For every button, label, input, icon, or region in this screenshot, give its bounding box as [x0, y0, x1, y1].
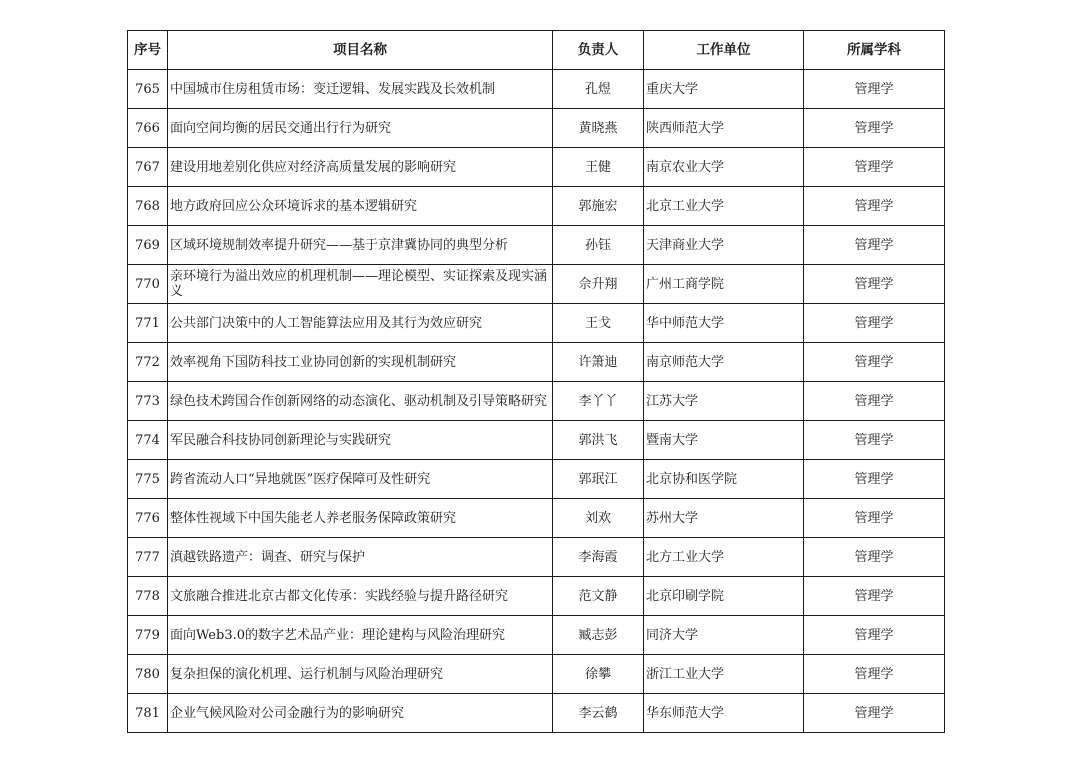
- cell-principal: 臧志彭: [553, 616, 644, 655]
- cell-principal: 许箫迪: [553, 343, 644, 382]
- cell-serial-number: 765: [128, 70, 168, 109]
- header-principal: 负责人: [553, 31, 644, 70]
- table-row: [128, 187, 945, 226]
- project-list-sheet: [127, 30, 944, 733]
- cell-principal: 郭珉江: [553, 460, 644, 499]
- cell-serial-number: 777: [128, 538, 168, 577]
- cell-serial-number: 768: [128, 187, 168, 226]
- cell-project-name: 区域环境规制效率提升研究——基于京津冀协同的典型分析: [168, 226, 553, 265]
- cell-serial-number: 776: [128, 499, 168, 538]
- cell-serial-number: 771: [128, 304, 168, 343]
- cell-serial-number: 773: [128, 382, 168, 421]
- table-row: [128, 304, 945, 343]
- cell-principal: 黄晓燕: [553, 109, 644, 148]
- cell-serial-number: 770: [128, 265, 168, 304]
- table-header: [128, 31, 945, 70]
- table-row: [128, 616, 945, 655]
- table-row: [128, 343, 945, 382]
- header-row: [128, 31, 945, 70]
- header-project-name: 项目名称: [168, 31, 553, 70]
- table-row: [128, 421, 945, 460]
- header-serial-number: 序号: [128, 31, 168, 70]
- cell-work-unit: 北京工业大学: [644, 187, 804, 226]
- cell-project-name: 滇越铁路遗产：调查、研究与保护: [168, 538, 553, 577]
- cell-work-unit: 广州工商学院: [644, 265, 804, 304]
- cell-serial-number: 780: [128, 655, 168, 694]
- cell-serial-number: 767: [128, 148, 168, 187]
- cell-discipline: 管理学: [804, 499, 945, 538]
- cell-principal: 王健: [553, 148, 644, 187]
- cell-discipline: 管理学: [804, 304, 945, 343]
- cell-discipline: 管理学: [804, 343, 945, 382]
- cell-work-unit: 重庆大学: [644, 70, 804, 109]
- cell-project-name: 中国城市住房租赁市场：变迁逻辑、发展实践及长效机制: [168, 70, 553, 109]
- cell-work-unit: 天津商业大学: [644, 226, 804, 265]
- cell-project-name: 绿色技术跨国合作创新网络的动态演化、驱动机制及引导策略研究: [168, 382, 553, 421]
- cell-work-unit: 华中师范大学: [644, 304, 804, 343]
- cell-work-unit: 北方工业大学: [644, 538, 804, 577]
- cell-discipline: 管理学: [804, 109, 945, 148]
- cell-principal: 郭洪飞: [553, 421, 644, 460]
- cell-work-unit: 南京农业大学: [644, 148, 804, 187]
- cell-project-name: 跨省流动人口“异地就医”医疗保障可及性研究: [168, 460, 553, 499]
- cell-discipline: 管理学: [804, 694, 945, 733]
- cell-principal: 李丫丫: [553, 382, 644, 421]
- cell-project-name: 复杂担保的演化机理、运行机制与风险治理研究: [168, 655, 553, 694]
- cell-discipline: 管理学: [804, 70, 945, 109]
- cell-work-unit: 暨南大学: [644, 421, 804, 460]
- cell-serial-number: 781: [128, 694, 168, 733]
- cell-discipline: 管理学: [804, 577, 945, 616]
- cell-discipline: 管理学: [804, 187, 945, 226]
- cell-project-name: 地方政府回应公众环境诉求的基本逻辑研究: [168, 187, 553, 226]
- cell-principal: 李海霞: [553, 538, 644, 577]
- cell-discipline: 管理学: [804, 265, 945, 304]
- cell-serial-number: 774: [128, 421, 168, 460]
- cell-serial-number: 772: [128, 343, 168, 382]
- cell-principal: 王戈: [553, 304, 644, 343]
- cell-project-name: 文旅融合推进北京古都文化传承：实践经验与提升路径研究: [168, 577, 553, 616]
- table-row: [128, 226, 945, 265]
- table-row: [128, 70, 945, 109]
- cell-project-name: 面向空间均衡的居民交通出行行为研究: [168, 109, 553, 148]
- table-row: [128, 499, 945, 538]
- header-work-unit: 工作单位: [644, 31, 804, 70]
- table-body: [128, 70, 945, 733]
- cell-principal: 郭施宏: [553, 187, 644, 226]
- table-row: [128, 148, 945, 187]
- cell-project-name: 效率视角下国防科技工业协同创新的实现机制研究: [168, 343, 553, 382]
- cell-project-name: 整体性视域下中国失能老人养老服务保障政策研究: [168, 499, 553, 538]
- cell-discipline: 管理学: [804, 616, 945, 655]
- cell-principal: 范文静: [553, 577, 644, 616]
- cell-principal: 徐攀: [553, 655, 644, 694]
- table-row: [128, 265, 945, 304]
- cell-principal: 刘欢: [553, 499, 644, 538]
- table-row: [128, 694, 945, 733]
- cell-work-unit: 华东师范大学: [644, 694, 804, 733]
- cell-project-name: 建设用地差别化供应对经济高质量发展的影响研究: [168, 148, 553, 187]
- cell-discipline: 管理学: [804, 382, 945, 421]
- cell-work-unit: 陕西师范大学: [644, 109, 804, 148]
- table-row: [128, 577, 945, 616]
- cell-work-unit: 北京协和医学院: [644, 460, 804, 499]
- cell-principal: 佘升翔: [553, 265, 644, 304]
- cell-serial-number: 766: [128, 109, 168, 148]
- cell-project-name: 亲环境行为溢出效应的机理机制——理论模型、实证探索及现实涵义: [168, 265, 553, 304]
- cell-principal: 孔煜: [553, 70, 644, 109]
- cell-serial-number: 769: [128, 226, 168, 265]
- cell-discipline: 管理学: [804, 655, 945, 694]
- cell-discipline: 管理学: [804, 421, 945, 460]
- cell-work-unit: 南京师范大学: [644, 343, 804, 382]
- cell-work-unit: 北京印刷学院: [644, 577, 804, 616]
- table-row: [128, 109, 945, 148]
- table-row: [128, 460, 945, 499]
- cell-serial-number: 778: [128, 577, 168, 616]
- cell-discipline: 管理学: [804, 538, 945, 577]
- table-row: [128, 655, 945, 694]
- cell-principal: 孙钰: [553, 226, 644, 265]
- cell-work-unit: 江苏大学: [644, 382, 804, 421]
- header-discipline: 所属学科: [804, 31, 945, 70]
- cell-principal: 李云鹤: [553, 694, 644, 733]
- cell-discipline: 管理学: [804, 460, 945, 499]
- cell-work-unit: 浙江工业大学: [644, 655, 804, 694]
- cell-project-name: 面向Web3.0的数字艺术品产业：理论建构与风险治理研究: [168, 616, 553, 655]
- cell-work-unit: 同济大学: [644, 616, 804, 655]
- table-row: [128, 538, 945, 577]
- project-table: [127, 30, 945, 733]
- cell-project-name: 企业气候风险对公司金融行为的影响研究: [168, 694, 553, 733]
- cell-work-unit: 苏州大学: [644, 499, 804, 538]
- cell-project-name: 军民融合科技协同创新理论与实践研究: [168, 421, 553, 460]
- cell-discipline: 管理学: [804, 148, 945, 187]
- cell-serial-number: 779: [128, 616, 168, 655]
- table-row: [128, 382, 945, 421]
- cell-discipline: 管理学: [804, 226, 945, 265]
- cell-serial-number: 775: [128, 460, 168, 499]
- cell-project-name: 公共部门决策中的人工智能算法应用及其行为效应研究: [168, 304, 553, 343]
